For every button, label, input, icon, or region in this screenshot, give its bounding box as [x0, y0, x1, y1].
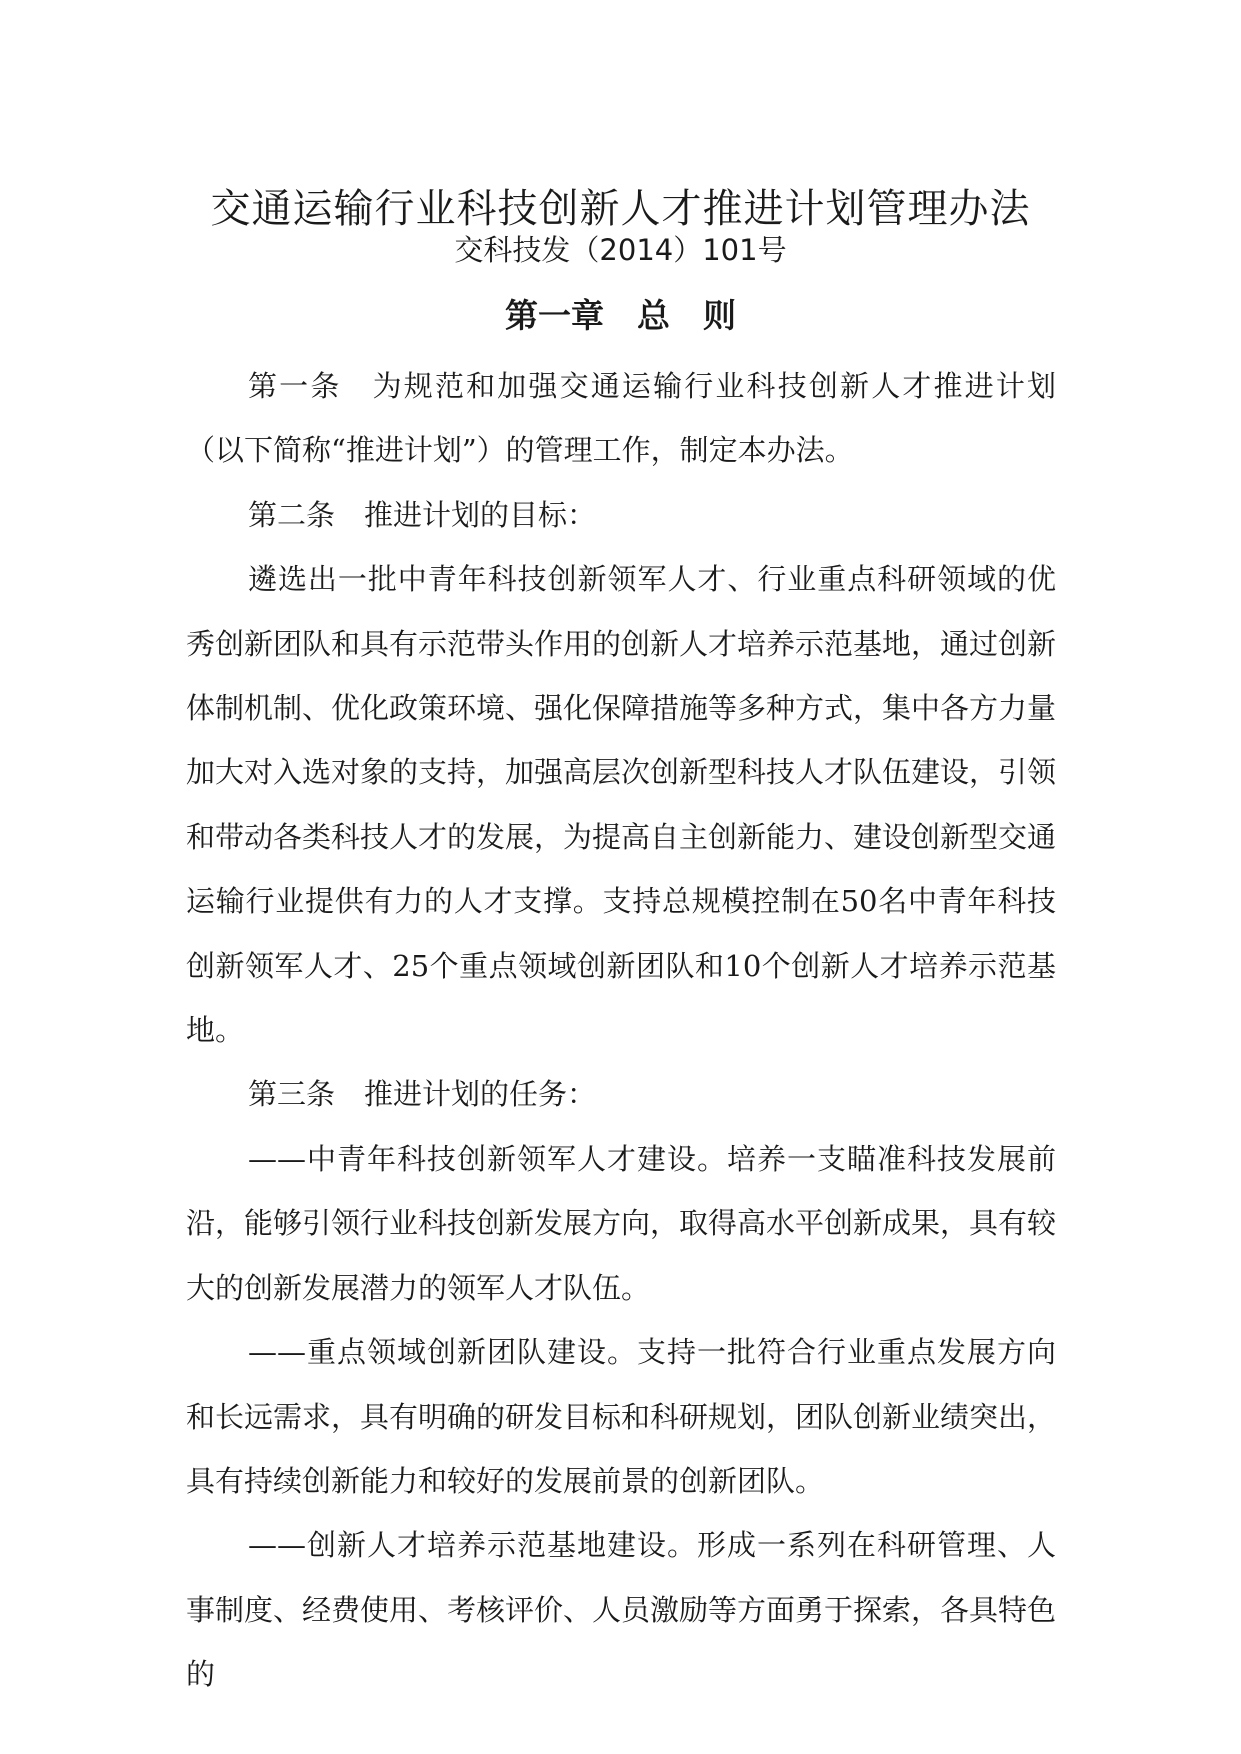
paragraph-goals: 遴选出一批中青年科技创新领军人才、行业重点科研领域的优秀创新团队和具有示范带头作用的创新人才培养示范基地，通过创新体制机制、优化政策环境、强化保障措施等多种方式，集中各方力量加大对入选对象的支持，加强高层次创新型科技人才队伍建设，引领和带动各类科技人才的发展，为提高自主创新能力、建设创新型交通运输行业提供有力的人才支撑。支持总规模控制在50名中青年科技创新领军人才、25个重点领域创新团队和10个创新人才培养示范基地。	[186, 562, 1057, 1048]
document-title: 交通运输行业科技创新人才推进计划管理办法	[210, 185, 1031, 232]
paragraph-task-leaders: ——中青年科技创新领军人才建设。培养一支瞄准科技发展前沿，能够引领行业科技创新发展方向，取得高水平创新成果，具有较大的创新发展潜力的领军人才队伍。	[186, 1141, 1057, 1305]
paragraph-article-3: 第三条 推进计划的任务：	[248, 1077, 597, 1112]
paragraph-article-1: 第一条 为规范和加强交通运输行业科技创新人才推进计划（以下简称“推进计划”）的管理工作，制定本办法。	[186, 369, 1056, 468]
paragraph-task-bases: ——创新人才培养示范基地建设。形成一系列在科研管理、人事制度、经费使用、考核评价、人员激励等方面勇于探索，各具特色的	[186, 1528, 1057, 1692]
document-number: 交科技发（2014）101号	[454, 233, 787, 267]
paragraph-article-2: 第二条 推进计划的目标：	[248, 497, 597, 532]
paragraph-task-teams: ——重点领域创新团队建设。支持一批符合行业重点发展方向和长远需求，具有明确的研发目标和科研规划，团队创新业绩突出，具有持续创新能力和较好的发展前景的创新团队。	[186, 1335, 1057, 1498]
document-body	[186, 354, 1056, 1707]
chapter-heading: 第一章 总 则	[505, 296, 736, 335]
